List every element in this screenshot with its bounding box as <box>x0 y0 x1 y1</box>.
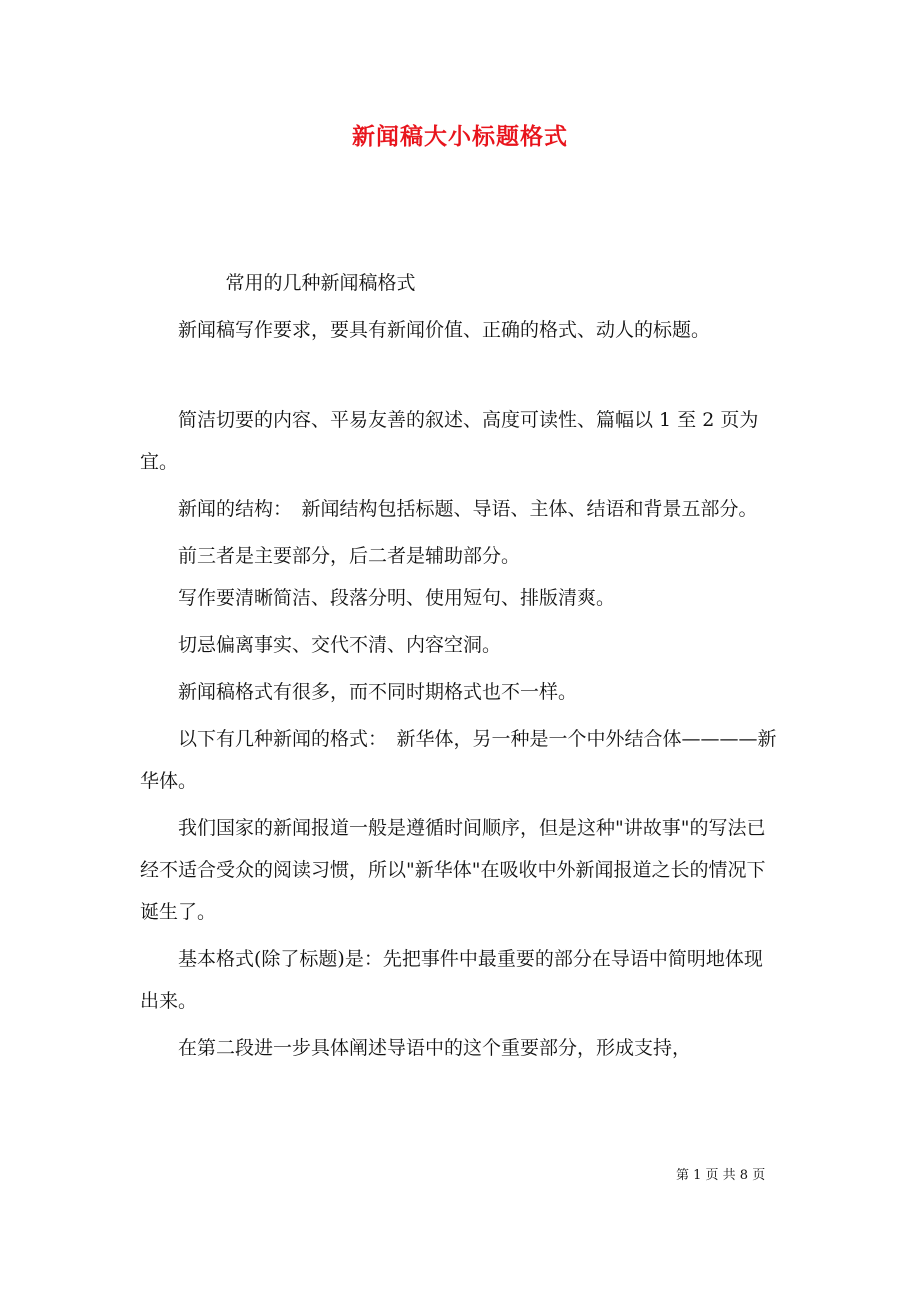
paragraph: 在第二段进一步具体阐述导语中的这个重要部分，形成支持， <box>178 1037 692 1059</box>
paragraph: 切忌偏离事实、交代不清、内容空洞。 <box>178 634 502 656</box>
paragraph: 新闻的结构： 新闻结构包括标题、导语、主体、结语和背景五部分。 <box>178 498 758 520</box>
paragraph: 简洁切要的内容、平易友善的叙述、高度可读性、篇幅以 1 至 2 页为宜。 <box>140 409 759 473</box>
document-title: 新闻稿大小标题格式 <box>352 123 568 150</box>
paragraph: 写作要清晰简洁、段落分明、使用短句、排版清爽。 <box>178 587 616 609</box>
page-number: 第 1 页 共 8 页 <box>676 1168 766 1183</box>
section-heading: 常用的几种新闻稿格式 <box>225 272 416 294</box>
paragraph: 我们国家的新闻报道一般是遵循时间顺序，但是这种"讲故事"的写法已经不适合受众的阅读习惯，所以"新华体"在吸收中外新闻报道之长的情况下诞生了。 <box>140 817 766 923</box>
paragraph: 基本格式(除了标题)是：先把事件中最重要的部分在导语中简明地体现出来。 <box>140 948 763 1012</box>
paragraph: 前三者是主要部分，后二者是辅助部分。 <box>178 545 521 567</box>
paragraph: 新闻稿写作要求，要具有新闻价值、正确的格式、动人的标题。 <box>178 319 711 341</box>
document-body <box>140 262 780 1069</box>
paragraph: 以下有几种新闻的格式： 新华体，另一种是一个中外结合体————新华体。 <box>140 728 777 792</box>
paragraph: 新闻稿格式有很多，而不同时期格式也不一样。 <box>178 681 578 703</box>
